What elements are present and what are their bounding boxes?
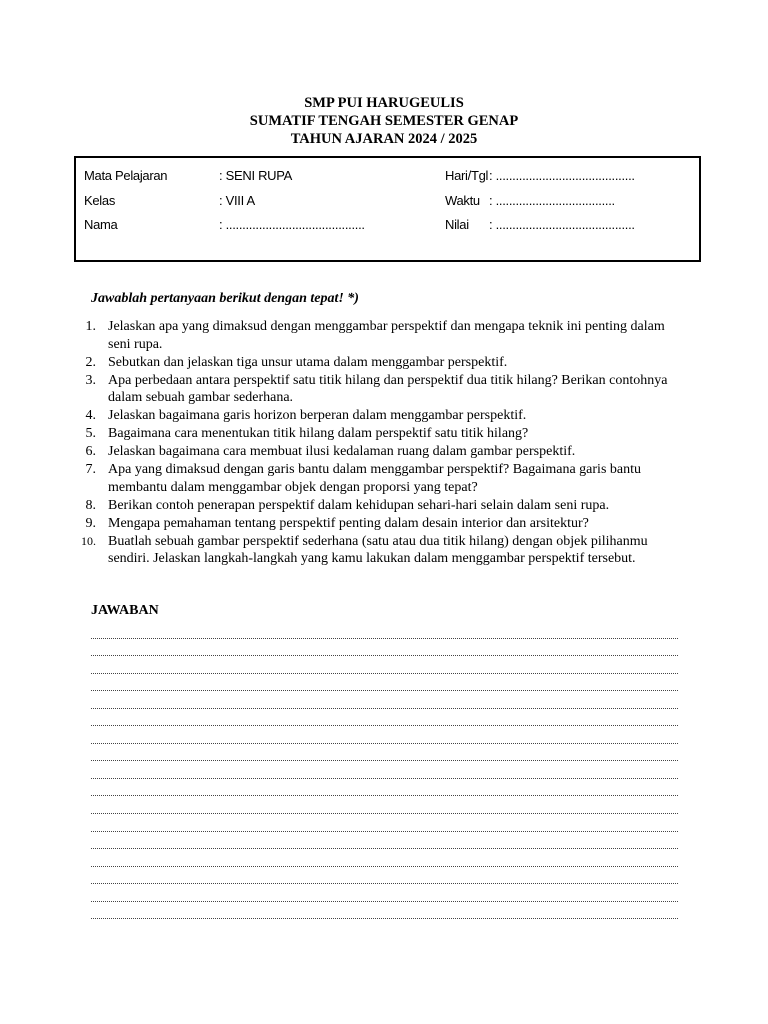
question-text: Bagaimana cara menentukan titik hilang dalam perspektif satu titik hilang?	[108, 426, 529, 442]
exam-header	[0, 94, 768, 148]
answer-line	[91, 832, 678, 850]
answer-line	[91, 674, 678, 692]
day-value: : ..........................................	[489, 168, 635, 183]
answer-line	[91, 744, 678, 762]
info-row-class	[76, 193, 699, 213]
question-number: 5.	[85, 426, 96, 442]
name-value: : ..........................................	[219, 217, 365, 232]
question-number: 3.	[85, 372, 96, 388]
question-item	[80, 533, 680, 568]
answer-lines	[91, 621, 678, 919]
score-value: : ..........................................	[489, 217, 635, 232]
info-row-name	[76, 217, 699, 237]
subject-value: : SENI RUPA	[219, 168, 293, 183]
question-item	[80, 443, 680, 461]
answer-line	[91, 726, 678, 744]
question-text: Jelaskan bagaimana cara membuat ilusi kedalaman ruang dalam gambar perspektif.	[108, 444, 576, 460]
exam-title: SUMATIF TENGAH SEMESTER GENAP	[249, 113, 519, 129]
question-item	[80, 497, 680, 515]
question-item	[80, 318, 680, 353]
question-item	[80, 372, 680, 407]
question-number: 2.	[85, 354, 96, 370]
question-text: Buatlah sebuah gambar perspektif sederhana (satu atau dua titik hilang) dengan objek pilihanmu sendiri. Jelaskan langkah-langkah yang kamu lakukan dalam menggambar perspektif tersebut.	[108, 533, 648, 567]
question-text: Jelaskan bagaimana garis horizon berperan dalam menggambar perspektif.	[108, 408, 527, 424]
question-text: Berikan contoh penerapan perspektif dalam kehidupan sehari-hari selain dalam seni rupa.	[108, 497, 610, 513]
time-value: : ....................................	[489, 193, 615, 208]
answer-line	[91, 761, 678, 779]
name-label: Nama	[84, 217, 118, 232]
time-label: Waktu	[445, 193, 480, 208]
question-number: 6.	[85, 444, 96, 460]
student-info-box	[74, 156, 701, 262]
answer-line	[91, 884, 678, 902]
question-item	[80, 407, 680, 425]
class-value: : VIII A	[219, 193, 255, 208]
answer-line	[91, 902, 678, 920]
question-number: 7.	[85, 462, 96, 478]
answer-line	[91, 796, 678, 814]
answer-line	[91, 639, 678, 657]
answer-line	[91, 709, 678, 727]
class-label: Kelas	[84, 193, 116, 208]
score-label: Nilai	[445, 217, 469, 232]
question-number: 8.	[85, 497, 96, 513]
question-text: Mengapa pemahaman tentang perspektif penting dalam desain interior dan arsitektur?	[108, 515, 589, 531]
question-item	[80, 515, 680, 533]
answer-line	[91, 814, 678, 832]
question-number: 10.	[81, 533, 96, 548]
day-label: Hari/Tgl	[445, 168, 489, 183]
school-name: SMP PUI HARUGEULIS	[304, 95, 464, 111]
question-number: 1.	[85, 319, 96, 334]
question-list	[80, 318, 680, 568]
info-row-subject	[76, 168, 699, 188]
academic-year: TAHUN AJARAN 2024 / 2025	[290, 131, 478, 147]
answer-line	[91, 849, 678, 867]
answer-line	[91, 867, 678, 885]
answer-line	[91, 656, 678, 674]
question-text: Sebutkan dan jelaskan tiga unsur utama dalam menggambar perspektif.	[108, 354, 508, 370]
question-number: 9.	[85, 515, 96, 531]
question-text: Jelaskan apa yang dimaksud dengan menggambar perspektif dan mengapa teknik ini penting dalam seni rupa.	[108, 319, 665, 352]
question-number: 4.	[85, 408, 96, 424]
subject-label: Mata Pelajaran	[84, 168, 168, 183]
question-text: Apa perbedaan antara perspektif satu titik hilang dan perspektif dua titik hilang? Berikan contohnya dalam sebuah gambar sederhana.	[108, 372, 668, 406]
question-item	[80, 425, 680, 443]
question-item	[80, 354, 680, 372]
question-item	[80, 461, 680, 496]
question-text: Apa yang dimaksud dengan garis bantu dalam menggambar perspektif? Bagaimana garis bantu membantu dalam menggambar objek dengan proporsi yang tepat?	[108, 462, 641, 495]
answer-line	[91, 779, 678, 797]
answer-title: JAWABAN	[91, 603, 159, 618]
instruction-text: Jawablah pertanyaan berikut dengan tepat! *)	[91, 291, 359, 306]
answer-line	[91, 691, 678, 709]
answer-line	[91, 621, 678, 639]
